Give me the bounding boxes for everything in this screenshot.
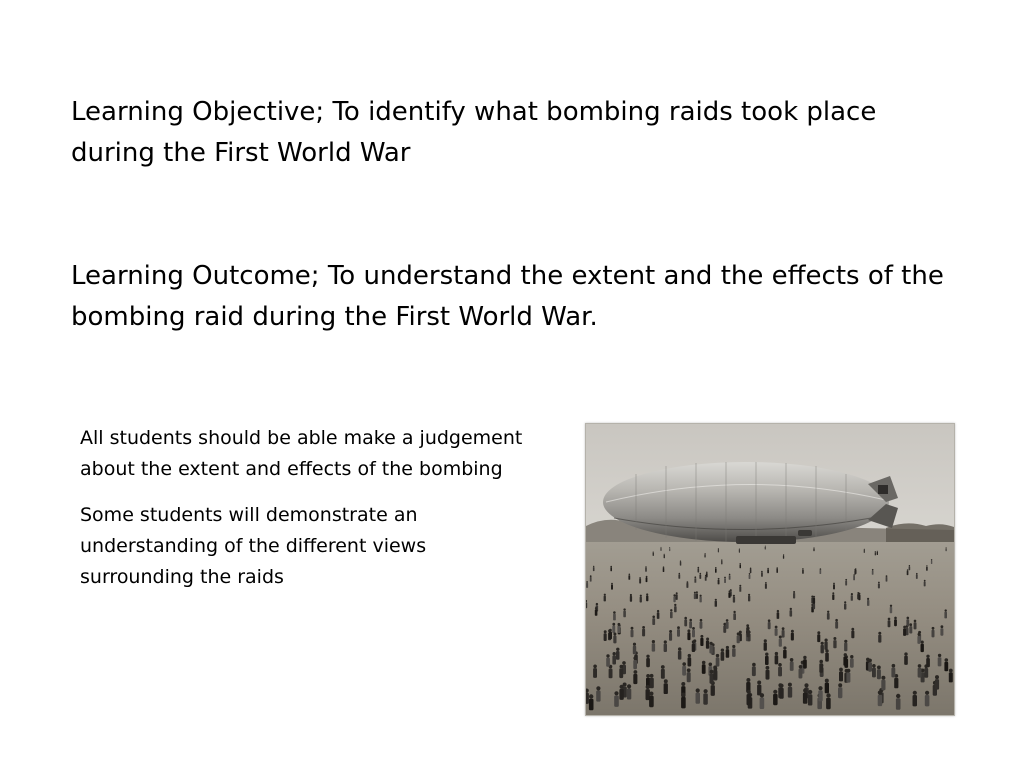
criteria-some-students: Some students will demonstrate an understanding of the different views surrounding the raids (80, 504, 427, 588)
success-criteria (80, 423, 540, 608)
learning-objective: Learning Objective; To identify what bombing raids took place during the First World War (71, 97, 877, 168)
criteria-all-students: All students should be able make a judgement about the extent and effects of the bombing (80, 427, 523, 480)
learning-outcome: Learning Outcome; To understand the extent and the effects of the bombing raid during the First World War. (71, 261, 944, 332)
airship-photo (585, 423, 955, 716)
